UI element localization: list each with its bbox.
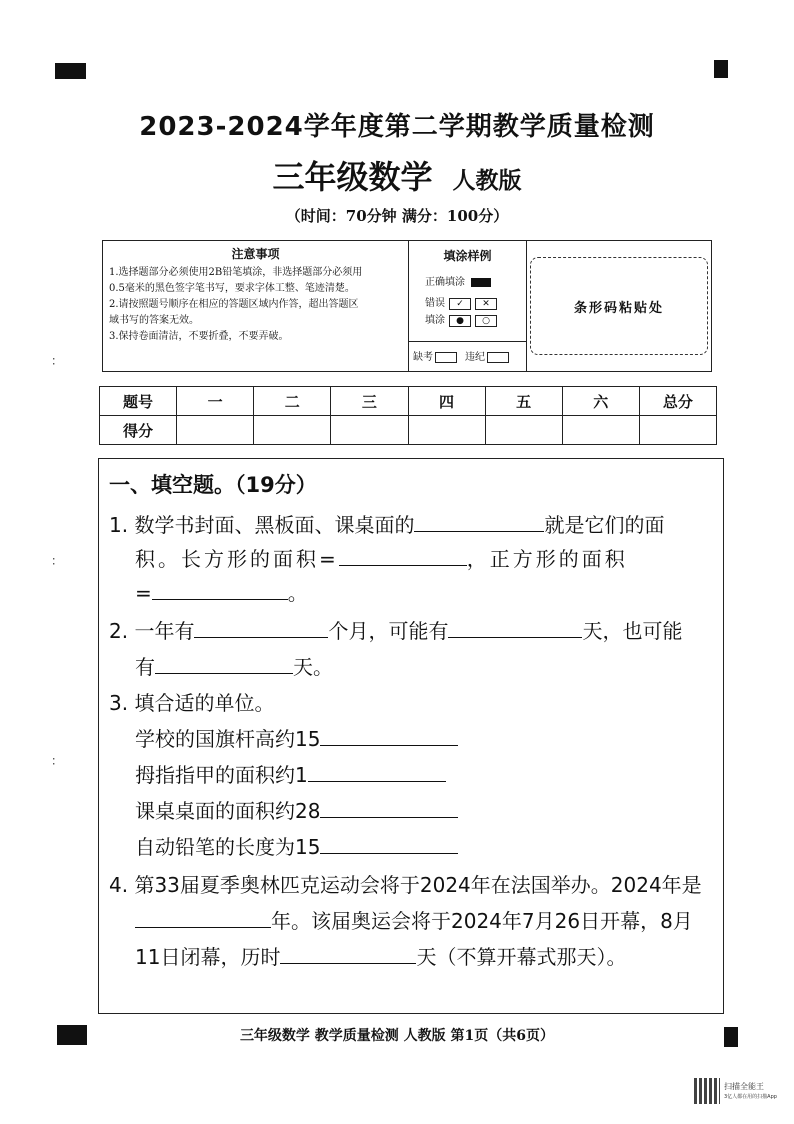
score-header-cell: 五: [485, 387, 562, 416]
q4-text-b: 年。该届奥运会将于2024年7月26日开幕，8月: [271, 909, 693, 933]
answer-blank[interactable]: [135, 907, 271, 928]
scanner-line-2: 3亿人都在用的扫描App: [724, 1094, 777, 1100]
q1-text-c: 积。长方形的面积=: [135, 547, 339, 571]
absent-label: 缺考: [413, 352, 433, 363]
fill-label: 填涂: [425, 315, 445, 326]
violation-label: 违纪: [465, 352, 485, 363]
question-3-item: [135, 795, 458, 824]
filled-box-icon: [471, 278, 491, 287]
q4-text-d: 天（不算开幕式那天）。: [416, 945, 627, 969]
qr-code-icon: [694, 1078, 720, 1104]
answer-blank[interactable]: [194, 617, 328, 638]
answer-blank[interactable]: [320, 725, 458, 746]
score-header-cell: 总分: [639, 387, 716, 416]
binding-margin-mark: ∶: [52, 755, 56, 770]
check-mark-icon: ✓: [449, 298, 471, 310]
score-table-header-row: [100, 387, 717, 416]
subject-line: [0, 152, 794, 198]
score-cell[interactable]: [562, 416, 639, 445]
q1-text-e: =: [135, 581, 152, 605]
question-3-item: [135, 723, 458, 752]
violation-checkbox[interactable]: [487, 352, 509, 363]
notice-line: 1.选择题部分必须使用2B铅笔填涂，非选择题部分必须用: [109, 267, 363, 278]
absent-checkbox[interactable]: [435, 352, 457, 363]
page-footer: 三年级数学 教学质量检测 人教版 第1页（共6页）: [239, 1028, 555, 1044]
section-title: 一、填空题。（19分）: [109, 473, 317, 497]
notice-line: 3.保持卷面清洁，不要折叠，不要弄破。: [109, 331, 289, 342]
barcode-area: 条形码粘贴处: [530, 257, 708, 355]
wrong-fill-row-2: [425, 311, 497, 327]
notice-section: [103, 241, 409, 371]
question-section: [98, 458, 724, 1014]
q2-text-d: 有: [135, 655, 155, 679]
correct-fill-row: [425, 273, 491, 288]
absence-row: [413, 348, 517, 363]
fill-sample-section: [409, 241, 527, 371]
question-3-item: [135, 831, 458, 860]
corner-mark-top-left: [55, 63, 86, 79]
question-3-title: 3. 填合适的单位。: [109, 691, 275, 715]
question-2-line-2: [135, 651, 333, 680]
q1-text-d: ，正方形的面积: [466, 547, 628, 571]
answer-blank[interactable]: [152, 579, 288, 600]
question-2-line-1: [109, 615, 682, 644]
score-header-cell: 二: [254, 387, 331, 416]
q3-item-text: 自动铅笔的长度为15: [135, 835, 321, 859]
answer-blank[interactable]: [155, 653, 293, 674]
q1-text-f: 。: [287, 581, 308, 605]
subject-title: 三年级数学: [272, 158, 433, 196]
fill-sample-title: 填涂样例: [443, 249, 492, 263]
question-1-line-2: [135, 543, 628, 572]
question-1-line-3: [135, 577, 308, 606]
score-row-label: 得分: [100, 416, 177, 445]
exam-title: 2023-2024学年度第二学期教学质量检测: [139, 112, 655, 142]
sample-divider: [409, 341, 526, 342]
score-cell[interactable]: [485, 416, 562, 445]
q1-text-a: 1. 数学书封面、黑板面、课桌面的: [109, 513, 415, 537]
wrong-fill-row: [425, 294, 497, 310]
scanner-line-1: 扫描全能王: [724, 1082, 764, 1091]
q1-text-b: 就是它们的面: [544, 513, 665, 537]
time-info: （时间：70分钟 满分：100分）: [285, 207, 509, 225]
score-table: [99, 386, 717, 445]
notice-title: 注意事项: [231, 247, 280, 261]
correct-fill-label: 正确填涂: [425, 277, 465, 288]
binding-margin-mark: ∶: [52, 555, 56, 570]
answer-blank[interactable]: [448, 617, 582, 638]
score-header-cell: 一: [177, 387, 254, 416]
score-cell[interactable]: [331, 416, 408, 445]
notice-line: 域书写的答案无效。: [109, 315, 199, 326]
question-1-line-1: [109, 509, 664, 538]
answer-blank[interactable]: [339, 545, 467, 566]
filled-dot-icon: ●: [449, 315, 471, 327]
score-header-cell: 题号: [100, 387, 177, 416]
score-cell[interactable]: [254, 416, 331, 445]
question-3-item: [135, 759, 446, 788]
score-cell[interactable]: [177, 416, 254, 445]
question-4-line-1: 4. 第33届夏季奥林匹克运动会将于2024年在法国举办。2024年是: [109, 873, 702, 897]
score-header-cell: 六: [562, 387, 639, 416]
q4-text-c: 11日闭幕，历时: [135, 945, 281, 969]
cross-mark-icon: ✕: [475, 298, 497, 310]
wrong-fill-label: 错误: [425, 298, 445, 309]
score-header-cell: 四: [408, 387, 485, 416]
binding-margin-mark: ∶: [52, 355, 56, 370]
answer-blank[interactable]: [280, 943, 416, 964]
question-4-line-2: [135, 905, 693, 934]
score-cell[interactable]: [639, 416, 716, 445]
q3-item-text: 拇指指甲的面积约1: [135, 763, 308, 787]
q3-item-text: 学校的国旗杆高约15: [135, 727, 321, 751]
scanner-watermark: [694, 1078, 780, 1106]
scanner-text: [724, 1082, 777, 1102]
notice-line: 2.请按照题号顺序在相应的答题区域内作答，超出答题区: [109, 299, 359, 310]
corner-mark-top-right: [714, 60, 728, 78]
score-header-cell: 三: [331, 387, 408, 416]
notice-line: 0.5毫米的黑色签字笔书写，要求字体工整、笔迹清楚。: [109, 283, 355, 294]
score-cell[interactable]: [408, 416, 485, 445]
answer-blank[interactable]: [320, 833, 458, 854]
empty-circle-icon: ○: [475, 315, 497, 327]
answer-blank[interactable]: [320, 797, 458, 818]
q2-text-e: 天。: [293, 655, 333, 679]
edition-label: 人教版: [452, 168, 522, 194]
question-4-line-3: [135, 941, 626, 970]
score-table-row: [100, 416, 717, 445]
q2-text-c: 天，也可能: [582, 619, 683, 643]
answer-blank[interactable]: [414, 511, 544, 532]
q3-item-text: 课桌桌面的面积约28: [135, 799, 321, 823]
q2-text-a: 2. 一年有: [109, 619, 195, 643]
q2-text-b: 个月，可能有: [328, 619, 449, 643]
answer-blank[interactable]: [308, 761, 446, 782]
notice-panel: [102, 240, 712, 372]
